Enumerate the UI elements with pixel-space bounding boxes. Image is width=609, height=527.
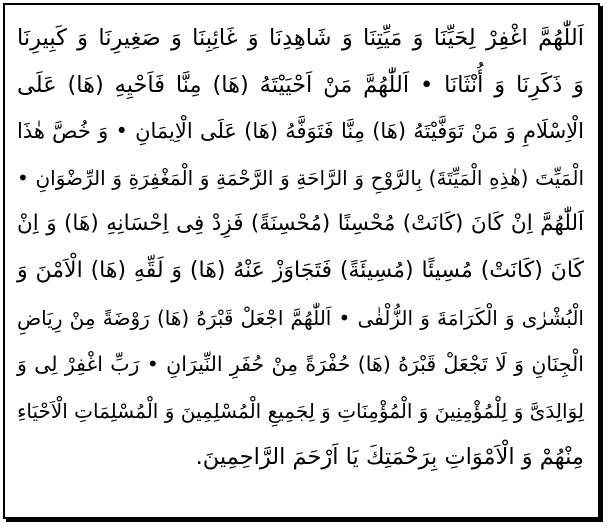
text-line: الْاِسْلَامِ وَ مَنْ تَوَفَّيْتَهُ (هَا) مِنَّا فَتَوَفَّهُ (هَا) عَلَى الْاِيمَانِ • وَ خُصَّ هٰذَا xyxy=(17,119,584,144)
text-line: الْبُشْرٰى وَ الْكَرَامَةَ وَ الزُّلْفٰى • اَللّٰهُمَّ اجْعَلْ قَبْرَهُ (هَا) رَوْضَةً مِنْ رِيَاضِ xyxy=(17,305,584,330)
text-line: اَللّٰهُمَّ اِنْ كَانَ (كَانَتْ) مُحْسِنًا (مُحْسِنَةً) فَزِدْ فِى اِحْسَانِهِ (هَا) وَ اِنْ xyxy=(17,211,584,237)
text-line-last: مِنْهُمْ وَ الْاَمْوَاتِ بِرَحْمَتِكَ يَا اَرْحَمَ الرَّاحِمِينَ. xyxy=(195,444,584,471)
text-line: لِوَالِدَىَّ وَ لِلْمُؤْمِنِينَ وَ الْمُؤْمِنَاتِ وَ لِجَمِيعِ الْمُسْلِمِينَ وَ الْمُسْلِمَاتِ الْاَحْيَاءِ xyxy=(16,398,584,423)
text-line: اَللّٰهُمَّ اغْفِرْ لِحَيِّنَا وَ مَيِّتِنَا وَ شَاهِدِنَا وَ غَائِبِنَا وَ صَغِيرِنَا وَ كَبِيرِنَا xyxy=(17,25,584,51)
document-frame xyxy=(3,3,600,519)
text-line: الْمَيِّتَ (هٰذِهِ الْمَيِّتَةَ) بِالرَّوْحِ وَ الرَّاحَةِ وَ الرَّحْمَةِ وَ الْمَغْفِرَةِ وَ الرِّضْوَانِ • xyxy=(17,165,584,190)
text-line: الْجِنَانِ وَ لَا تَجْعَلْ قَبْرَهُ (هَا) حُفْرَةً مِنْ حُفَرِ النِّيرَانِ • رَبِّ اغْفِرْ لِى وَ xyxy=(17,352,584,377)
text-line: وَ ذَكَرِنَا وَ أُنْثَانَا • اَللّٰهُمَّ مَنْ اَحْيَيْتَهُ (هَا) مِنَّا فَاَحْيِهِ (هَا) عَلَى xyxy=(17,71,584,98)
prayer-text xyxy=(17,15,584,481)
text-line: كَانَ (كَانَتْ) مُسِيئًا (مُسِيئَةً) فَتَجَاوَزْ عَنْهُ (هَا) وَ لَقِّهِ (هَا) الْاَمْنَ وَ xyxy=(17,257,584,283)
